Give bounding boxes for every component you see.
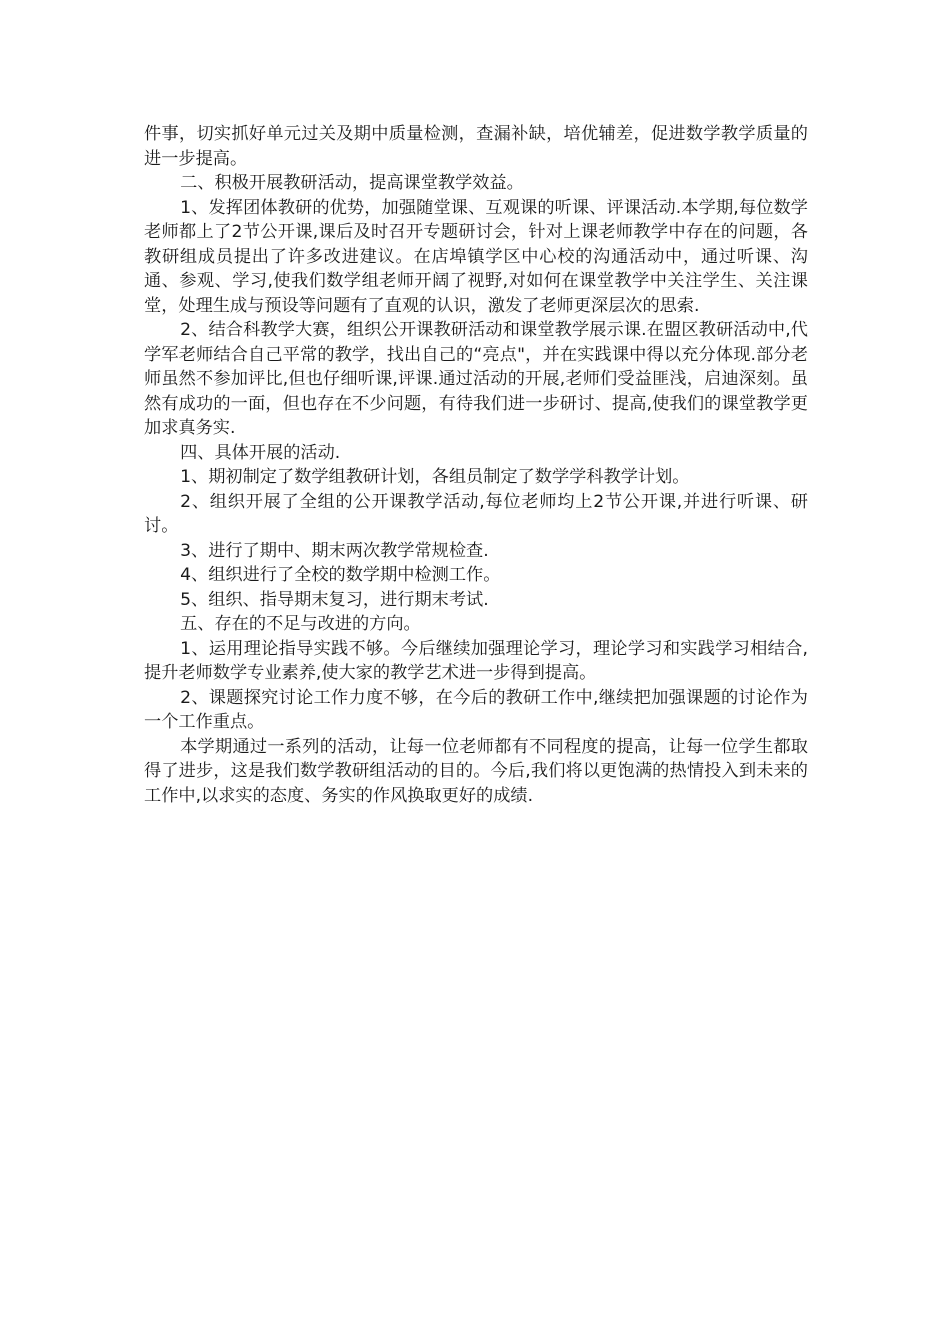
- section-heading: 五、存在的不足与改进的方向。: [180, 614, 421, 634]
- paragraph: 1、发挥团体教研的优势，加强随堂课、互观课的听课、评课活动.本学期,每位数学老师都上了2节公开课,课后及时召开专题研讨会，针对上课老师教学中存在的问题，各教研组成员提出了许多改进建议。在店埠镇学区中心校的沟通活动中，通过听课、沟通、参观、学习,使我们数学组老师开阔了视野,对如何在课堂教学中关注学生、关注课堂，处理生成与预设等问题有了直观的认识，激发了老师更深层次的思索.: [144, 197, 808, 316]
- section-heading: 二、积极开展教研活动，提高课堂教学效益。: [180, 173, 524, 193]
- list-item: 3、进行了期中、期末两次教学常规检查.: [180, 540, 489, 561]
- list-item: 2、组织开展了全组的公开课教学活动,每位老师均上2节公开课,并进行听课、研讨。: [144, 491, 808, 536]
- list-item: 5、组织、指导期末复习，进行期末考试.: [180, 589, 489, 610]
- section-heading: 四、具体开展的活动.: [180, 442, 341, 463]
- list-item: 1、运用理论指导实践不够。今后继续加强理论学习，理论学习和实践学习相结合,提升老师数学专业素养,使大家的教学艺术进一步得到提高。: [144, 638, 808, 683]
- list-item: 2、课题探究讨论工作力度不够，在今后的教研工作中,继续把加强课题的讨论作为一个工作重点。: [144, 687, 808, 732]
- document-body: [144, 122, 808, 808]
- list-item: 1、期初制定了数学组教研计划，各组员制定了数学学科教学计划。: [180, 467, 690, 487]
- paragraph: 本学期通过一系列的活动，让每一位老师都有不同程度的提高，让每一位学生都取得了进步，这是我们数学教研组活动的目的。今后,我们将以更饱满的热情投入到未来的工作中,以求实的态度、务实的作风换取更好的成绩.: [144, 736, 808, 806]
- paragraph: 2、结合科教学大赛，组织公开课教研活动和课堂教学展示课.在盟区教研活动中,代学军老师结合自己平常的教学，找出自己的“亮点"，并在实践课中得以充分体现.部分老师虽然不参加评比,但也仔细听课,评课.通过活动的开展,老师们受益匪浅，启迪深刻。虽然有成功的一面，但也存在不少问题，有待我们进一步研讨、提高,使我们的课堂教学更加求真务实.: [144, 320, 808, 438]
- paragraph: 件事，切实抓好单元过关及期中质量检测，查漏补缺，培优辅差，促进数学教学质量的进一步提高。: [144, 124, 808, 169]
- list-item: 4、组织进行了全校的数学期中检测工作。: [180, 565, 501, 585]
